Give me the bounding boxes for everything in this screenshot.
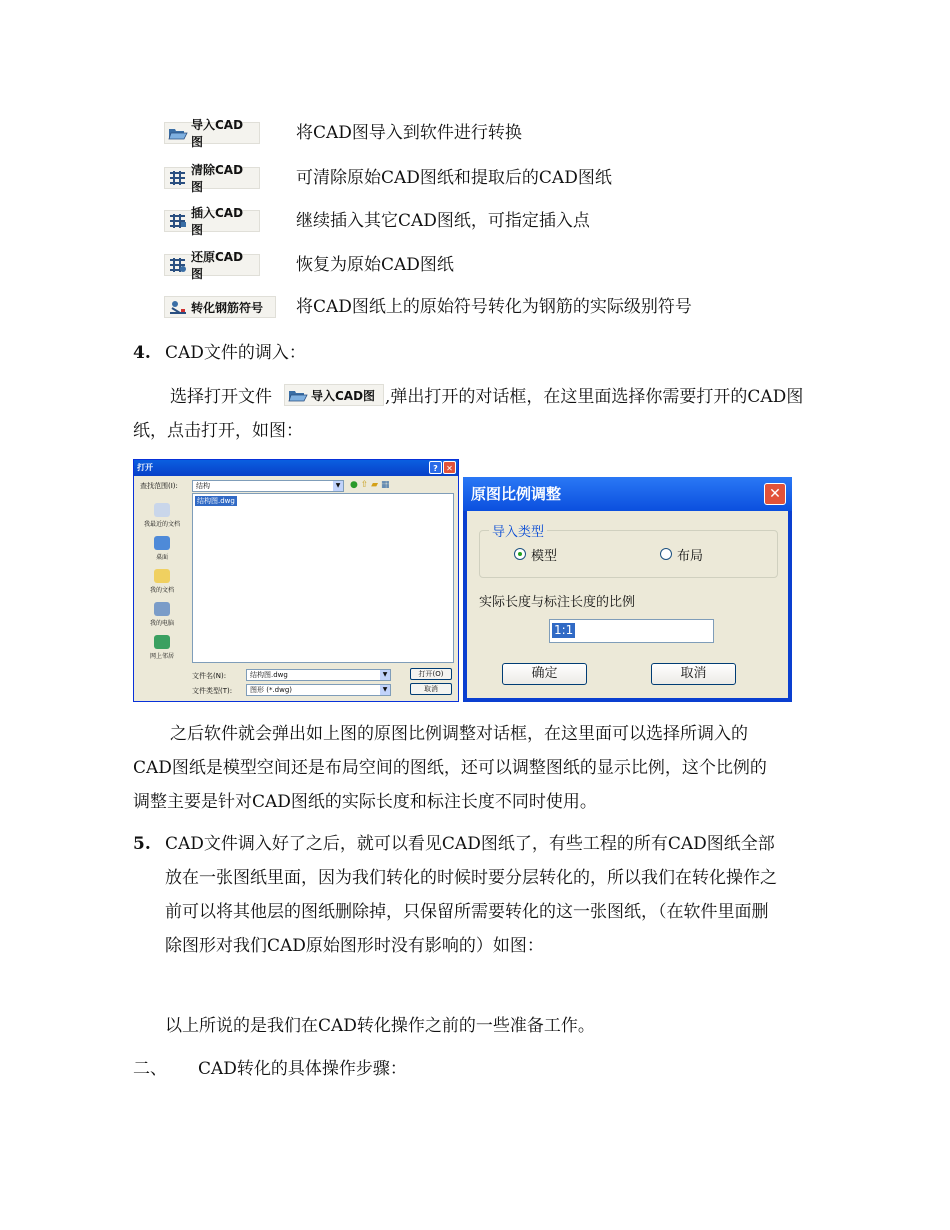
file-item[interactable] <box>195 496 237 506</box>
ok-button[interactable]: 确定 <box>502 663 587 685</box>
cancel-button[interactable]: 取消 <box>651 663 736 685</box>
toolbar-button-label: 清除CAD图 <box>191 163 244 194</box>
filename-value: 结构图.dwg <box>250 671 288 679</box>
para-after-line1: 之后软件就会弹出如上图的原图比例调整对话框，在这里面可以选择所调入的 <box>170 724 748 744</box>
toolbar-row-description: 继续插入其它CAD图纸，可指定插入点 <box>296 211 590 231</box>
place-network-label: 网上邻居 <box>149 653 174 660</box>
section-4-heading: CAD文件的调入： <box>165 343 306 363</box>
my-computer-icon <box>154 602 170 616</box>
toolbar-button-image <box>164 206 260 237</box>
open-button[interactable]: 打开(O) <box>410 668 452 680</box>
up-folder-icon[interactable]: ⇧ <box>360 480 369 490</box>
scale-dialog-title: 原图比例调整 <box>471 485 562 503</box>
section-5-line4: 除图形对我们CAD原始图形时没有影响的）如图： <box>165 936 544 956</box>
place-desktop-label: 桌面 <box>155 554 168 561</box>
folder-open-icon <box>288 387 308 403</box>
folder-open-icon <box>168 125 188 141</box>
toolbar-button-label: 导入CAD图 <box>191 118 244 149</box>
toolbar-button-image <box>164 118 260 149</box>
clear-cad-icon <box>168 170 188 186</box>
restore-cad-icon <box>168 257 188 273</box>
open-dialog-titlebar <box>134 460 458 476</box>
ratio-input[interactable] <box>549 619 714 643</box>
ratio-label: 实际长度与标注长度的比例 <box>479 595 636 610</box>
insert-cad-icon <box>168 213 188 229</box>
back-icon[interactable]: ● <box>350 480 358 490</box>
place-mydocs-label: 我的文档 <box>149 587 174 594</box>
desktop-icon <box>154 536 170 550</box>
close-icon[interactable]: ✕ <box>764 483 786 505</box>
radio-layout[interactable] <box>660 548 672 560</box>
place-mydocs[interactable] <box>136 569 188 594</box>
filename-field[interactable] <box>246 669 391 681</box>
chevron-down-icon: ▼ <box>380 685 390 695</box>
toolbar-button-image <box>164 250 260 281</box>
radio-model-label[interactable]: 模型 <box>531 549 558 564</box>
para-after-line3: 调整主要是针对CAD图纸的实际长度和标注长度不同时使用。 <box>133 792 597 812</box>
network-icon <box>154 635 170 649</box>
section-5-line3: 前可以将其他层的图纸删除掉，只保留所需要转化的这一张图纸，（在软件里面删 <box>165 902 769 922</box>
inline-import-cad-button <box>284 384 384 406</box>
toolbar-row-description: 将CAD图纸上的原始符号转化为钢筋的实际级别符号 <box>296 297 692 317</box>
place-desktop[interactable] <box>136 536 188 561</box>
nav-icons[interactable] <box>350 480 389 490</box>
scale-dialog-titlebar <box>463 477 792 511</box>
close-icon[interactable]: ✕ <box>443 461 456 474</box>
filetype-label: 文件类型(T): <box>192 687 233 695</box>
toolbar-row-description: 可清除原始CAD图纸和提取后的CAD图纸 <box>296 168 612 188</box>
open-file-dialog <box>133 459 459 702</box>
filetype-select[interactable] <box>246 684 391 696</box>
place-network[interactable] <box>136 635 188 660</box>
scale-adjust-dialog <box>463 477 792 702</box>
paragraph-open-file-line2: 纸，点击打开，如图： <box>133 421 303 441</box>
place-recent-label: 我最近的文档 <box>143 521 180 528</box>
lookin-label: 查找范围(I): <box>140 482 178 490</box>
inline-import-cad-label: 导入CAD图 <box>311 388 376 403</box>
recent-docs-icon <box>154 503 170 517</box>
toolbar-button-label: 还原CAD图 <box>191 250 244 281</box>
radio-layout-label[interactable]: 布局 <box>677 549 704 564</box>
section-4-number: 4. <box>133 343 151 363</box>
section-2-number: 二、 <box>133 1059 167 1079</box>
paragraph-open-file-before: 选择打开文件 <box>170 387 272 407</box>
chevron-down-icon: ▼ <box>380 670 390 680</box>
filetype-value: 图形 (*.dwg) <box>250 686 293 694</box>
toolbar-button-label: 插入CAD图 <box>191 206 244 237</box>
section-5-line1: CAD文件调入好了之后，就可以看见CAD图纸了，有些工程的所有CAD图纸全部 <box>165 834 775 854</box>
new-folder-icon[interactable]: ▰ <box>371 480 379 490</box>
section-5-line2: 放在一张图纸里面，因为我们转化的时候时要分层转化的，所以我们在转化操作之 <box>165 868 777 888</box>
import-type-group <box>479 525 778 578</box>
cancel-button[interactable]: 取消 <box>410 683 452 695</box>
summary-line: 以上所说的是我们在CAD转化操作之前的一些准备工作。 <box>165 1016 595 1036</box>
radio-model[interactable] <box>514 548 526 560</box>
place-computer-label: 我的电脑 <box>149 620 174 627</box>
toolbar-row-description: 恢复为原始CAD图纸 <box>296 255 454 275</box>
section-5-number: 5. <box>133 834 151 854</box>
view-menu-icon[interactable]: ▦ <box>380 480 390 490</box>
filename-label: 文件名(N): <box>192 672 227 680</box>
file-list[interactable] <box>192 493 454 663</box>
place-computer[interactable] <box>136 602 188 627</box>
lookin-combo[interactable] <box>192 480 344 492</box>
convert-rebar-icon <box>168 299 188 315</box>
ratio-value: 1:1 <box>554 623 574 637</box>
paragraph-open-file <box>170 387 272 407</box>
para-after-line2: CAD图纸是模型空间还是布局空间的图纸，还可以调整图纸的显示比例，这个比例的 <box>133 758 767 778</box>
toolbar-button-image <box>164 163 260 194</box>
toolbar-row-description: 将CAD图导入到软件进行转换 <box>296 123 522 143</box>
import-type-legend: 导入类型 <box>489 521 547 540</box>
help-icon[interactable]: ? <box>429 461 442 474</box>
lookin-value: 结构 <box>196 482 210 490</box>
my-documents-icon <box>154 569 170 583</box>
file-item-label: 结构图.dwg <box>197 497 235 505</box>
section-2-heading: CAD转化的具体操作步骤： <box>198 1059 407 1079</box>
scale-dialog-body <box>467 511 788 698</box>
places-bar <box>136 493 188 699</box>
radio-selected-dot <box>518 552 522 556</box>
place-recent[interactable] <box>136 503 188 528</box>
toolbar-button-image <box>164 296 276 318</box>
chevron-down-icon: ▼ <box>333 481 343 491</box>
paragraph-open-file-after: ,弹出打开的对话框，在这里面选择你需要打开的CAD图 <box>385 387 804 407</box>
toolbar-button-label: 转化钢筋符号 <box>191 300 264 315</box>
open-dialog-title: 打开 <box>137 463 153 472</box>
